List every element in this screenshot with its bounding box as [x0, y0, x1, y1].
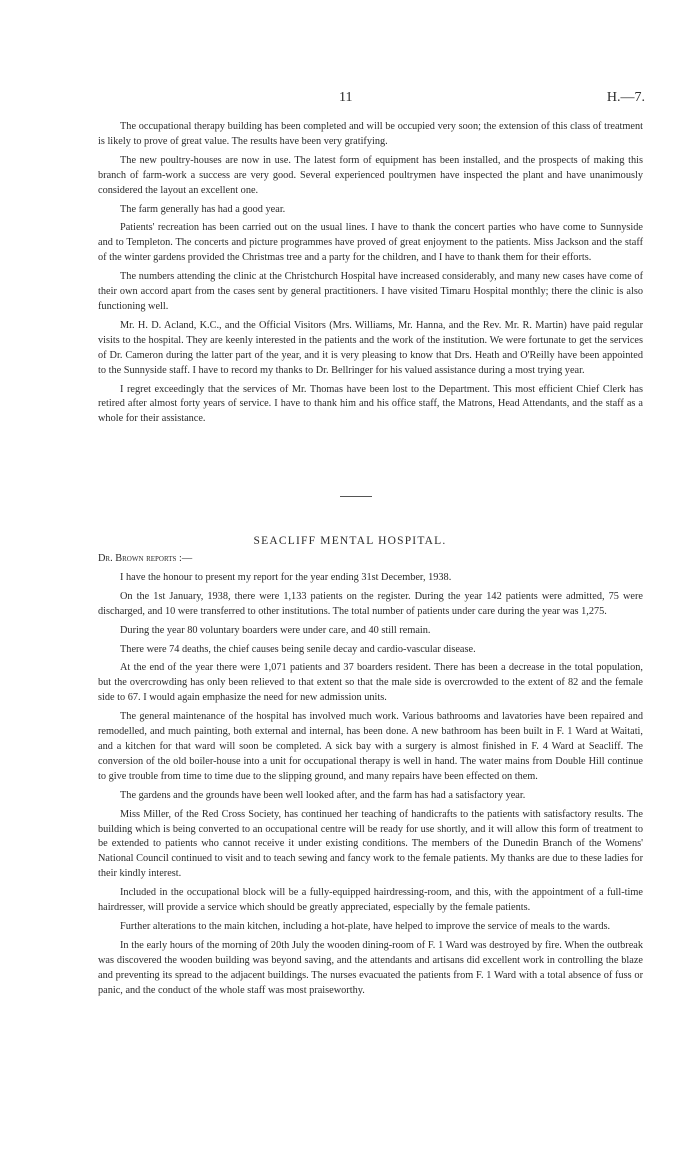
- paragraph: The numbers attending the clinic at the Christchurch Hospital have increased considerably, and many new cases have come of their own accord apart from the cases sent by general practitioners. I have visited Timaru Hospital monthly; there the clinic is also functioning well.: [98, 271, 643, 312]
- paragraph: At the end of the year there were 1,071 patients and 37 boarders resident. There has been a decrease in the total population, but the overcrowding has only been relieved to that extent so that the male side is overcrowded to the extent of 82 and the female side to 67. I would again emphasize the need for new admission units.: [98, 662, 643, 704]
- paragraph: The occupational therapy building has been completed and will be occupied very soon; the extension of this class of treatment is likely to prove of great value. The results have been very gratifying.: [98, 121, 643, 147]
- paragraph: The farm generally has had a good year.: [120, 203, 286, 215]
- paragraph: I regret exceedingly that the services of Mr. Thomas have been lost to the Department. This most efficient Chief Clerk has retired after almost forty years of service. I have to thank him and his office staff, the Matrons, Head Attendants, and the staff as a whole for their assistance.: [98, 383, 643, 425]
- paragraph: Included in the occupational block will be a fully-equipped hairdressing-room, and this, with the appointment of a full-time hairdresser, will provide a service which should be greatly appreciated, especially by the female patients.: [98, 887, 643, 914]
- paragraph: During the year 80 voluntary boarders were under care, and 40 still remain.: [120, 624, 431, 636]
- paragraph: The general maintenance of the hospital has involved much work. Various bathrooms and lavatories have been repaired and remodelled, and much painting, both external and internal, has been done. A new bathroom has been built in F. 1 Ward at Waitati, and a kitchen for that ward will soon be completed. A sick bay with a surgery is almost finished in F. 4 Ward at Seacliff. The conversion of the old boiler-house into a unit for occupational therapy is well in hand. The water mains from Double Hill continue to give trouble from time to time due to the slipping ground, and many repairs have been effected on them.: [98, 711, 643, 782]
- paragraph: There were 74 deaths, the chief causes being senile decay and cardio-vascular disease.: [120, 643, 476, 655]
- page-number: 11: [339, 90, 353, 105]
- paragraph: In the early hours of the morning of 20th July the wooden dining-room of F. 1 Ward was destroyed by fire. When the outbreak was discovered the wooden building was beyond saving, and the attendants and artisans did excellent work in controlling the blaze and preventing its spread to the adjacent buildings. The nurses evacuated the patients from F. 1 Ward with a total absence of fuss or panic, and the conduct of the whole staff was most praiseworthy.: [98, 939, 643, 996]
- paragraph: I have the honour to present my report for the year ending 31st December, 1938.: [120, 571, 452, 583]
- document-reference: H.—7.: [606, 90, 645, 105]
- paragraph: Further alterations to the main kitchen, including a hot-plate, have helped to improve the service of meals to the wards.: [120, 920, 611, 932]
- paragraph: Mr. H. D. Acland, K.C., and the Official Visitors (Mrs. Williams, Mr. Hanna, and the Rev. Mr. R. Martin) have paid regular visits to the hospital. They are keenly interested in the patients and the work of the institution. We were fortunate to get the services of Dr. Cameron during the latter part of the year, and it is very pleasing to know that Drs. Heath and O'Reilly have been appointed to the Sunnyside staff. I have to record my thanks to Dr. Bellringer for his valued assistance during a most trying year.: [98, 319, 643, 376]
- paragraph: The new poultry-houses are now in use. The latest form of equipment has been installed, and the prospects of making this branch of farm-work a success are very good. Several experienced poultrymen have inspected the plant and have unanimously considered the layout an excellent one.: [98, 154, 643, 196]
- section-1-body: [98, 120, 643, 431]
- section-title: SEACLIFF MENTAL HOSPITAL.: [253, 535, 447, 547]
- paragraph: On the 1st January, 1938, there were 1,133 patients on the register. During the year 142 patients were admitted, 75 were discharged, and 10 were transferred to other institutions. The total number of patients under care during the year was 1,275.: [98, 590, 643, 617]
- paragraph: Patients' recreation has been carried out on the usual lines. I have to thank the concert parties who have come to Sunnyside and to Templeton. The concerts and picture programmes have proved of great enjoyment to the patients. Miss Jackson and the staff of the winter gardens provided the Christmas tree and a party for the children, and I have to thank them for their efforts.: [98, 222, 643, 264]
- section-divider: [340, 496, 372, 497]
- reporter-line: Dr. Brown reports :—: [98, 553, 193, 564]
- section-2-body: [98, 552, 643, 1002]
- paragraph: Miss Miller, of the Red Cross Society, has continued her teaching of handicrafts to the patients with satisfactory results. The building which is being converted to an occupational centre will be ready for use shortly, and it will allow this form of treatment to be extended to patients who cannot receive it under existing conditions. The members of the Dunedin Branch of the Womens' National Council continued to visit and to teach sewing and fancy work to the female patients. My thanks are due to these ladies for their kindly interest.: [98, 808, 643, 880]
- paragraph: The gardens and the grounds have been well looked after, and the farm has had a satisfactory year.: [120, 789, 526, 801]
